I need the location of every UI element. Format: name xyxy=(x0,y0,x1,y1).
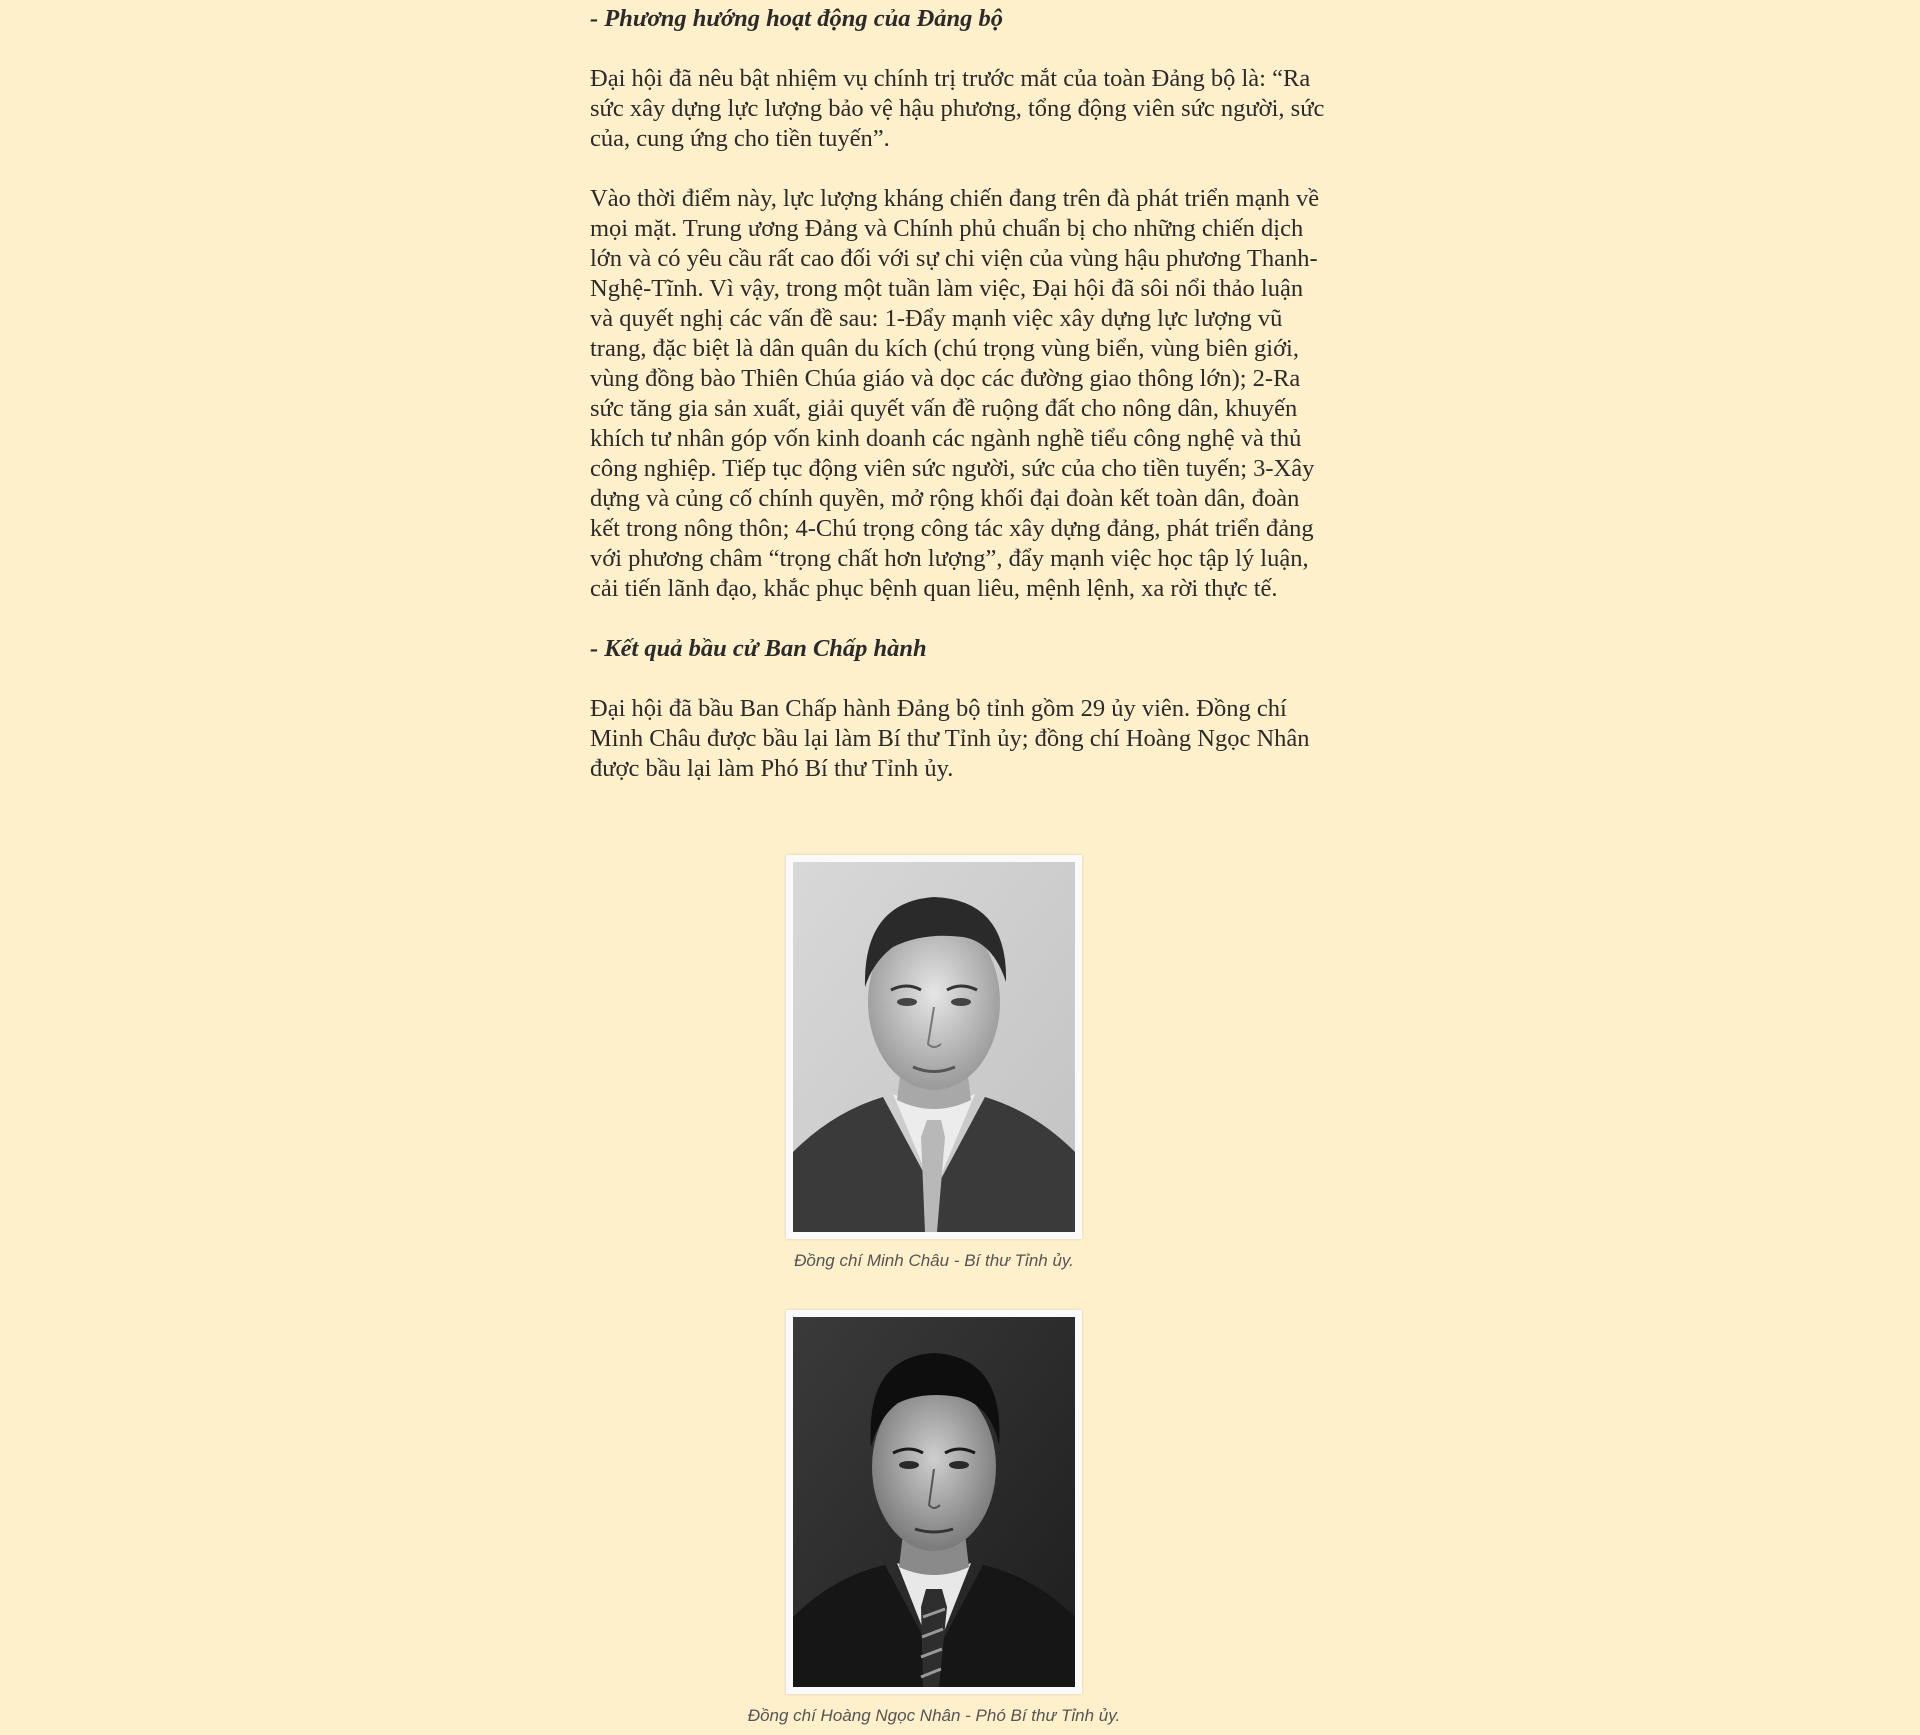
photo-figure-minh-chau xyxy=(786,855,1082,1270)
paragraph-political-task: Đại hội đã nêu bật nhiệm vụ chính trị trước mắt của toàn Đảng bộ là: “Ra sức xây dựng lực lượng bảo vệ hậu phương, tổng động viên sức người, sức của, cung ứng cho tiền tuyến”. xyxy=(590,65,1325,152)
portrait-photo-hoang-ngoc-nhan xyxy=(793,1317,1075,1687)
photo-frame xyxy=(786,1310,1082,1694)
photo-caption: Đồng chí Hoàng Ngọc Nhân - Phó Bí thư Tỉnh ủy. xyxy=(747,1706,1121,1725)
photo-figure-hoang-ngoc-nhan xyxy=(747,1310,1121,1725)
portrait-photo-minh-chau xyxy=(793,862,1075,1232)
paragraph-election-result: Đại hội đã bầu Ban Chấp hành Đảng bộ tỉnh gồm 29 ủy viên. Đồng chí Minh Châu được bầu lại làm Bí thư Tỉnh ủy; đồng chí Hoàng Ngọc Nhân được bầu lại làm Phó Bí thư Tỉnh ủy. xyxy=(590,695,1310,782)
photo-caption: Đồng chí Minh Châu - Bí thư Tỉnh ủy. xyxy=(794,1251,1074,1270)
photo-frame xyxy=(786,855,1082,1239)
paragraph-congress-resolutions: Vào thời điểm này, lực lượng kháng chiến đang trên đà phát triển mạnh về mọi mặt. Trung ương Đảng và Chính phủ chuẩn bị cho những chiến dịch lớn và có yêu cầu rất cao đối với sự chi viện của vùng hậu phương Thanh-Nghệ-Tĩnh. Vì vậy, trong một tuần làm việc, Đại hội đã sôi nổi thảo luận và quyết nghị các vấn đề sau: 1-Đẩy mạnh việc xây dựng lực lượng vũ trang, đặc biệt là dân quân du kích (chú trọng vùng biển, vùng biên giới, vùng đồng bào Thiên Chúa giáo và dọc các đường giao thông lớn); 2-Ra sức tăng gia sản xuất, giải quyết vấn đề ruộng đất cho nông dân, khuyến khích tư nhân góp vốn kinh doanh các ngành nghề tiểu công nghệ và thủ công nghiệp. Tiếp tục động viên sức người, sức của cho tiền tuyến; 3-Xây dựng và củng cố chính quyền, mở rộng khối đại đoàn kết toàn dân, đoàn kết trong nông thôn; 4-Chú trọng công tác xây dựng đảng, phát triển đảng với phương châm “trọng chất hơn lượng”, đẩy mạnh việc học tập lý luận, cải tiến lãnh đạo, khắc phục bệnh quan liêu, mệnh lệnh, xa rời thực tế. xyxy=(590,185,1320,602)
section-heading-direction: - Phương hướng hoạt động của Đảng bộ xyxy=(590,5,1004,32)
article-body xyxy=(590,0,1326,784)
section-heading-election: - Kết quả bầu cử Ban Chấp hành xyxy=(590,635,927,662)
